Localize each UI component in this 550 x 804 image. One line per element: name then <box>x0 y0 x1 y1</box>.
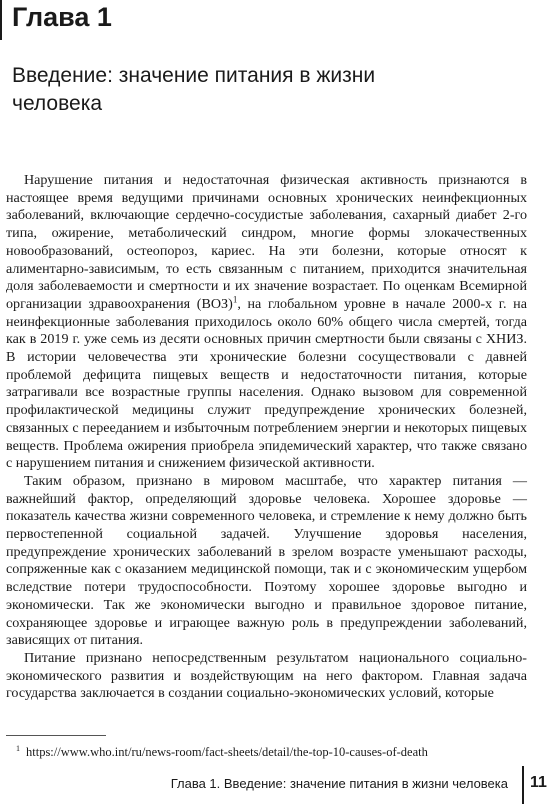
footnote-link[interactable]: https://www.who.int/ru/news-room/fact-sheets/detail/the-top-10-causes-of-death <box>26 745 428 760</box>
chapter-marker-bar <box>0 0 2 40</box>
paragraph-text: Нарушение питания и недостаточная физическая активность признаются в настоящее время ведущими причинами основных хронических неинфекционных заболеваний, включающие сердечно-сосудистые заболевания, сахарный диабет 2-го типа, ожирение, метаболический синдром, многие формы злокачественных новообразований, остеопороз, кариес. На эти болезни, которые относят к алиментарно-зависимым, то есть связанным с питанием, приходится значительная доля заболеваемости и смертности и их значение возрастает. По оценкам Всемирной организации здравоохранения (ВОЗ) <box>6 172 527 312</box>
paragraph: Питание признано непосредственным результатом национального социально-экономического развития и воздействующим на него фактором. Главная задача государства заключается в создании социально-экономических условий, которые <box>6 649 527 702</box>
footnote-divider <box>6 735 106 736</box>
chapter-title: Глава 1 <box>12 2 112 32</box>
footnote-reference[interactable]: 1 <box>232 294 238 305</box>
footer-divider <box>522 766 524 804</box>
paragraph: Таким образом, признано в мировом масштабе, что характер питания — важнейший фактор, определяющий здоровье человека. Хорошее здоровье — показатель качества жизни современного человека, и стремление к нему должно быть первостепенной социальной задачей. Улучшение здоровья населения, предупреждение хронических заболеваний в зрелом возрасте уменьшают расходы, сопряженные как с оказанием медицинской помощи, так и с экономическим ущербом вследствие потери трудоспособности. Поэтому хорошее здоровье выгодно и экономически. Так же экономически выгодно и правильное здоровое питание, сохраняющее здоровье и играющее важную роль в предупреждении заболеваний, зависящих от питания. <box>6 472 527 649</box>
section-title: Введение: значение питания в жизни человека <box>12 64 376 115</box>
footnote-number: 1 <box>16 744 20 753</box>
page-number: 11 <box>530 774 547 791</box>
paragraph <box>6 172 527 473</box>
body-text <box>6 172 527 703</box>
running-footer-title: Глава 1. Введение: значение питания в жизни человека <box>170 776 508 791</box>
paragraph-text: , на глобальном уровне в начале 2000-х г. на неинфекционные заболевания приходилось около 60% общего числа смертей, тогда как в 2019 г. уже семь из десяти основных причин смертности были связаны с ХНИЗ. В истории человечества эти хронические болезни сосуществовали с давней проблемой дефицита пищевых веществ и недостаточности питания, которые затрагивали все возрастные группы населения. Однако вызовом для современной профилактической медицины служит предупреждение хронических болезней, связанных с перееданием и избыточным потреблением энергии и некоторых пищевых веществ. Проблема ожирения приобрела эпидемический характер, что также связано с нарушением питания и снижением физической активности. <box>6 295 527 472</box>
footnote <box>16 744 428 760</box>
